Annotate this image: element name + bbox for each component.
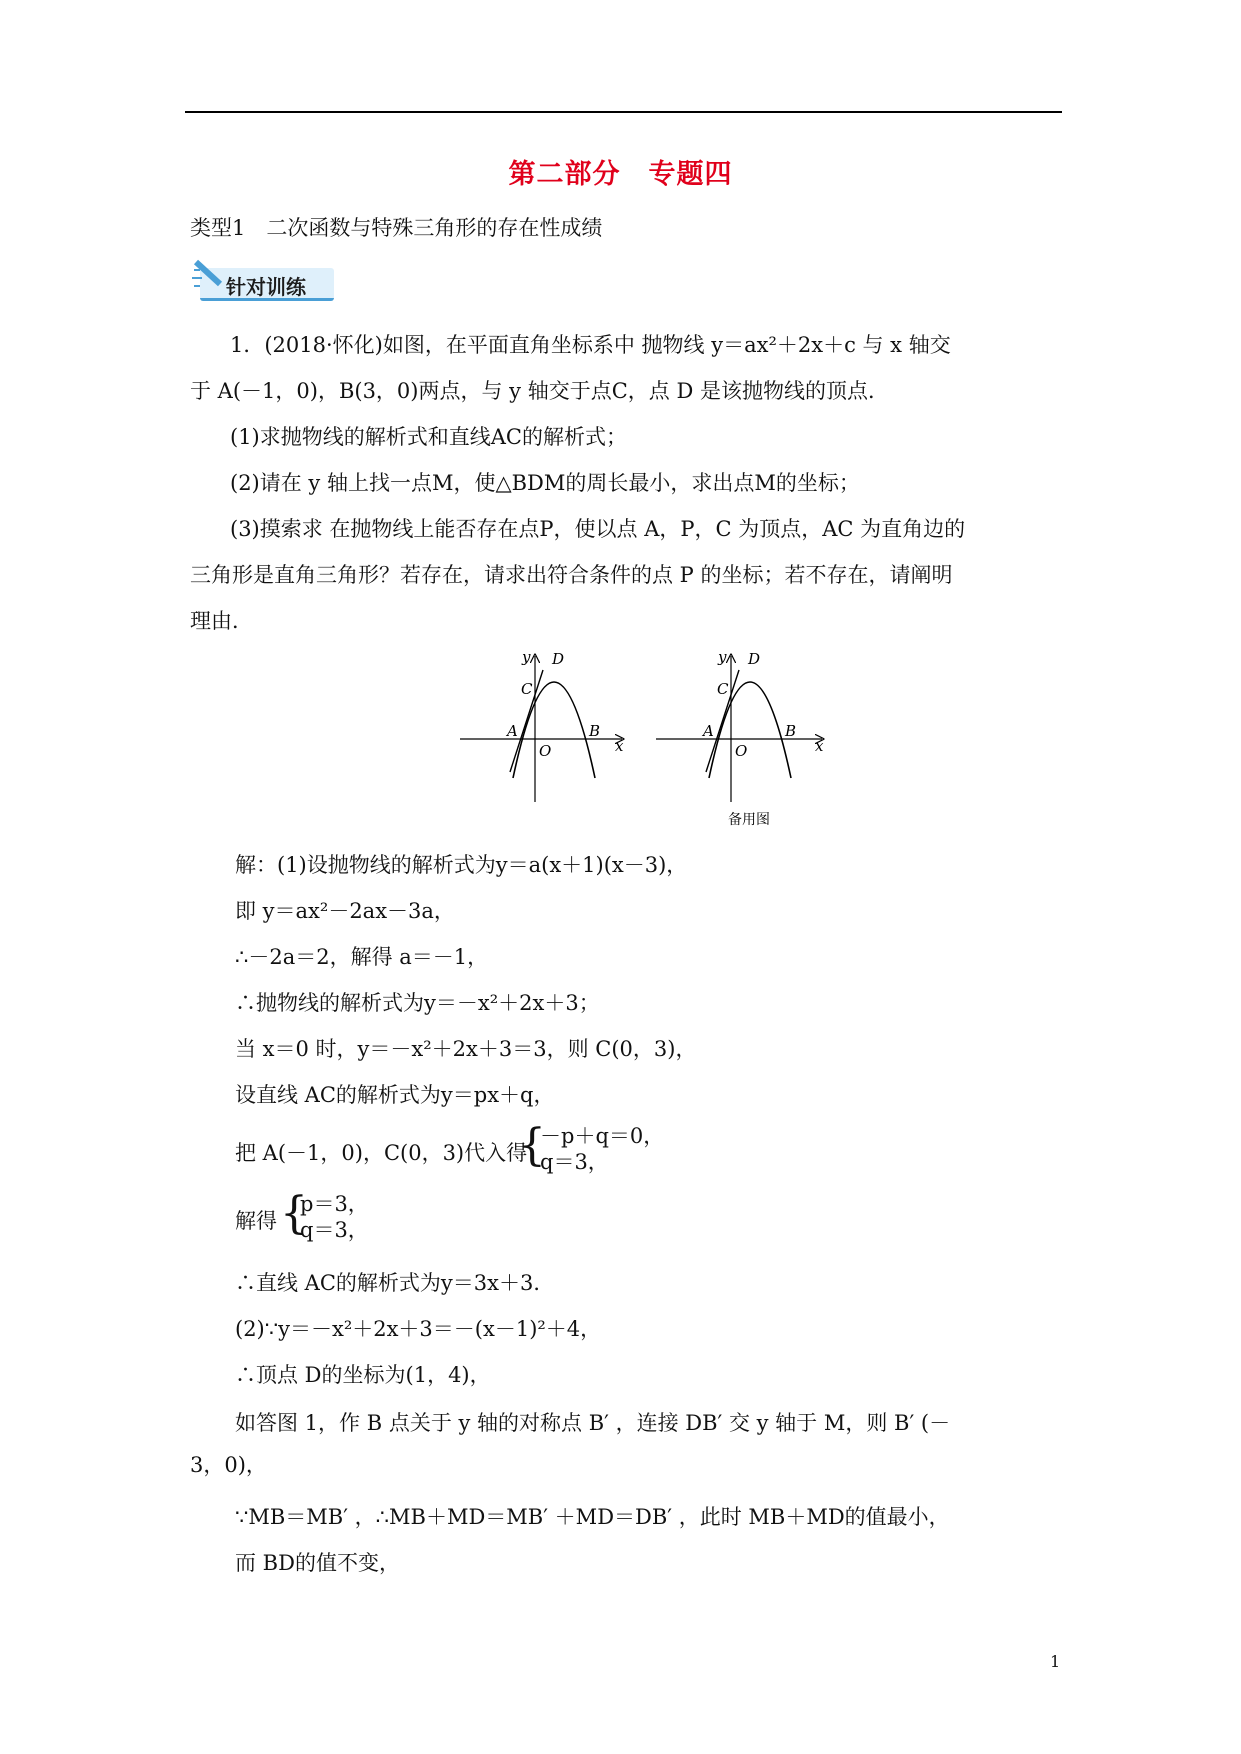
problem-line: (1)求抛物线的解析式和直线AC的解析式； (230, 425, 627, 449)
problem-line: (3)摸索求 在抛物线上能否存在点P，使以点 A，P，C 为顶点，AC 为直角边的 (230, 517, 966, 541)
equation-row: q＝3， (300, 1218, 369, 1242)
solution-line: ∴顶点 D的坐标为(1，4)， (235, 1363, 491, 1387)
label-y: y (718, 648, 727, 666)
problem-line: 于 A(－1，0)，B(3，0)两点，与 y 轴交于点C，点 D 是该抛物线的顶点． (190, 379, 889, 403)
figure-right (656, 648, 836, 834)
equation-row: －p＋q＝0， (540, 1124, 665, 1148)
label-x: x (615, 737, 624, 755)
solution-line: ∴抛物线的解析式为y＝－x²＋2x＋3； (235, 991, 600, 1015)
pencil-icon (190, 258, 230, 302)
equation-brace: { (518, 1120, 546, 1171)
equation-row: q＝3， (540, 1150, 609, 1174)
header-rule (185, 111, 1062, 113)
label-o: O (539, 742, 552, 760)
section-subtitle: 类型1 二次函数与特殊三角形的存在性成绩 (190, 216, 603, 240)
solution-line: 3，0)， (190, 1453, 267, 1477)
label-a: A (507, 722, 518, 740)
label-c: C (521, 680, 533, 698)
figure-caption: 备用图 (728, 812, 770, 828)
solution-line: ∴直线 AC的解析式为y＝3x＋3． (235, 1271, 555, 1295)
solution-line: 如答图 1，作 B 点关于 y 轴的对称点 B′ ，连接 DB′ 交 y 轴于 M，则 B′ (－ (235, 1411, 951, 1435)
solution-line: 把 A(－1，0)，C(0，3)代入得 (235, 1141, 528, 1165)
solution-line: 即 y＝ax²－2ax－3a， (235, 899, 455, 923)
page-title: 第二部分 专题四 (508, 159, 733, 190)
label-b: B (785, 722, 797, 740)
problem-line: 三角形是直角三角形？若存在，请求出符合条件的点 P 的坐标；若不存在，请阐明 (190, 563, 953, 587)
label-b: B (589, 722, 601, 740)
page-number: 1 (1050, 1652, 1061, 1671)
figure-left (460, 648, 640, 806)
label-y: y (522, 648, 531, 666)
solution-line: (2)∵y＝－x²＋2x＋3＝－(x－1)²＋4， (235, 1317, 602, 1341)
label-d: D (748, 650, 761, 668)
equation-row: p＝3， (300, 1192, 369, 1216)
solution-line: 解：(1)设抛物线的解析式为y＝a(x＋1)(x－3)， (235, 853, 688, 877)
badge-label: 针对训练 (226, 275, 306, 299)
problem-line: 理由． (190, 609, 253, 633)
problem-line: (2)请在 y 轴上找一点M，使△BDM的周长最小，求出点M的坐标； (230, 471, 860, 495)
problem-line: 1．(2018·怀化)如图，在平面直角坐标系中 抛物线 y＝ax²＋2x＋c 与 x 轴交 (230, 333, 951, 357)
equation-brace: { (280, 1188, 308, 1239)
label-x: x (815, 737, 824, 755)
solution-line: 设直线 AC的解析式为y＝px＋q， (235, 1083, 555, 1107)
solution-line: 解得 (235, 1209, 277, 1233)
solution-line: ∴－2a＝2，解得 a＝－1， (235, 945, 489, 969)
training-badge (190, 258, 340, 302)
label-d: D (552, 650, 565, 668)
label-a: A (703, 722, 714, 740)
label-c: C (717, 680, 729, 698)
solution-line: 而 BD的值不变， (235, 1551, 400, 1575)
label-o: O (735, 742, 748, 760)
solution-line: ∵MB＝MB′ ，∴MB＋MD＝MB′ ＋MD＝DB′ ，此时 MB＋MD的值最小， (235, 1505, 950, 1529)
solution-line: 当 x＝0 时，y＝－x²＋2x＋3＝3，则 C(0，3)， (235, 1037, 697, 1061)
